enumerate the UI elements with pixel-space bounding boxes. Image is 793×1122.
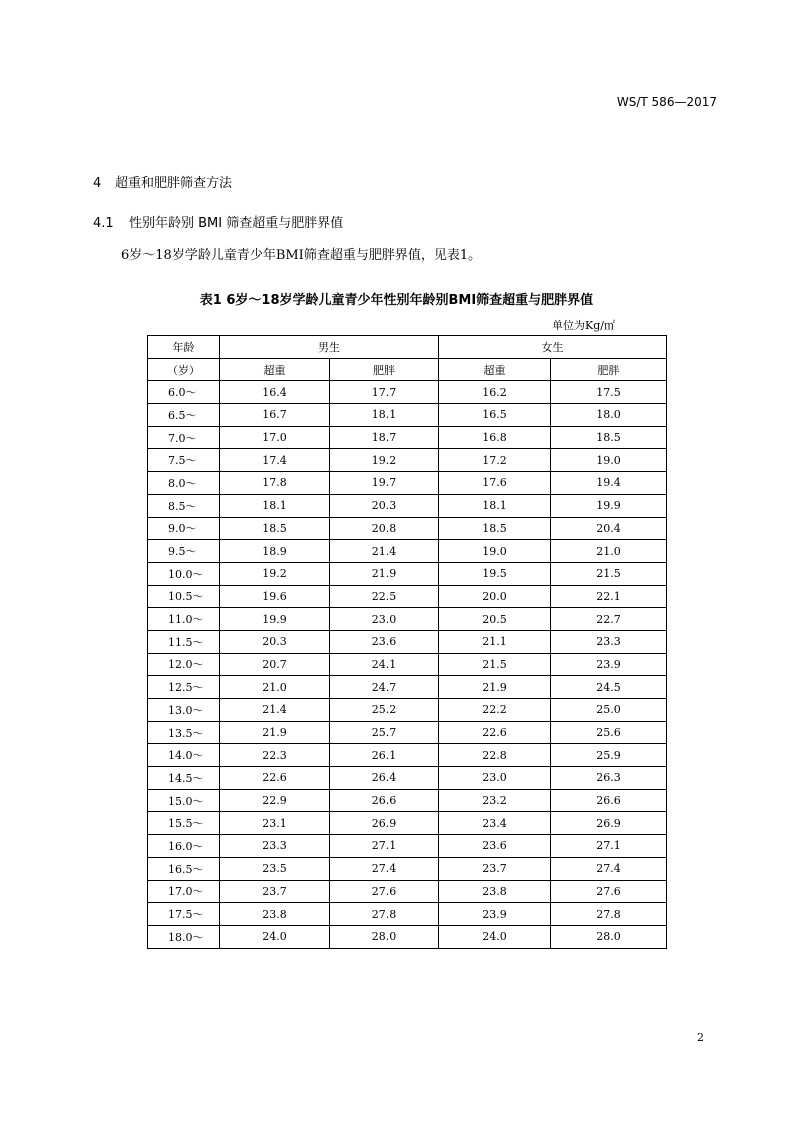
table-row xyxy=(148,789,667,812)
female-obese-cell: 27.6 xyxy=(551,880,667,903)
female-obese-cell: 27.4 xyxy=(551,857,667,880)
subsection-title: 性别年龄别 BMI 筛查超重与肥胖界值 xyxy=(129,216,344,231)
male-overweight-cell: 22.3 xyxy=(220,744,330,767)
female-obese-cell: 20.4 xyxy=(551,517,667,540)
female-overweight-cell: 17.6 xyxy=(439,472,551,495)
female-overweight-cell: 21.5 xyxy=(439,653,551,676)
female-header: 女生 xyxy=(439,336,667,359)
table-row xyxy=(148,426,667,449)
female-overweight-cell: 22.2 xyxy=(439,699,551,722)
male-obese-cell: 25.7 xyxy=(330,721,439,744)
table-row xyxy=(148,381,667,404)
male-overweight-cell: 22.9 xyxy=(220,789,330,812)
table-row xyxy=(148,494,667,517)
female-obese-cell: 24.5 xyxy=(551,676,667,699)
female-obese-cell: 23.9 xyxy=(551,653,667,676)
female-overweight-cell: 19.0 xyxy=(439,540,551,563)
male-obese-cell: 18.1 xyxy=(330,404,439,427)
age-cell: 15.5～ xyxy=(148,812,220,835)
female-obese-cell: 22.7 xyxy=(551,608,667,631)
male-overweight-cell: 22.6 xyxy=(220,767,330,790)
male-obese-cell: 25.2 xyxy=(330,699,439,722)
female-obese-cell: 27.1 xyxy=(551,835,667,858)
male-overweight-cell: 19.6 xyxy=(220,585,330,608)
female-obese-cell: 26.9 xyxy=(551,812,667,835)
age-cell: 16.5～ xyxy=(148,857,220,880)
age-cell: 13.5～ xyxy=(148,721,220,744)
age-cell: 10.5～ xyxy=(148,585,220,608)
female-obese-cell: 19.9 xyxy=(551,494,667,517)
male-overweight-cell: 23.8 xyxy=(220,903,330,926)
male-overweight-cell: 16.7 xyxy=(220,404,330,427)
table-row xyxy=(148,404,667,427)
male-obese-cell: 27.4 xyxy=(330,857,439,880)
male-obese-cell: 17.7 xyxy=(330,381,439,404)
male-obese-cell: 20.8 xyxy=(330,517,439,540)
male-obese-cell: 27.8 xyxy=(330,903,439,926)
section-number: 4 xyxy=(93,176,102,191)
female-overweight-cell: 16.5 xyxy=(439,404,551,427)
female-obese-cell: 18.0 xyxy=(551,404,667,427)
male-overweight-cell: 21.0 xyxy=(220,676,330,699)
female-overweight-cell: 24.0 xyxy=(439,925,551,948)
age-cell: 7.0～ xyxy=(148,426,220,449)
male-obese-header: 肥胖 xyxy=(330,358,439,381)
table-row xyxy=(148,699,667,722)
age-cell: 9.5～ xyxy=(148,540,220,563)
age-cell: 10.0～ xyxy=(148,562,220,585)
table-row xyxy=(148,630,667,653)
table-row xyxy=(148,857,667,880)
age-cell: 14.5～ xyxy=(148,767,220,790)
age-cell: 6.0～ xyxy=(148,381,220,404)
male-obese-cell: 18.7 xyxy=(330,426,439,449)
female-obese-cell: 22.1 xyxy=(551,585,667,608)
female-overweight-cell: 23.9 xyxy=(439,903,551,926)
subsection-number: 4.1 xyxy=(93,216,114,231)
female-overweight-header: 超重 xyxy=(439,358,551,381)
table-row xyxy=(148,903,667,926)
age-cell: 12.0～ xyxy=(148,653,220,676)
male-overweight-cell: 19.2 xyxy=(220,562,330,585)
age-header: 年龄 xyxy=(148,336,220,359)
male-overweight-cell: 23.7 xyxy=(220,880,330,903)
section-title: 超重和肥胖筛查方法 xyxy=(115,176,233,191)
female-overweight-cell: 21.9 xyxy=(439,676,551,699)
male-overweight-cell: 23.3 xyxy=(220,835,330,858)
male-overweight-cell: 20.3 xyxy=(220,630,330,653)
table-body xyxy=(148,381,667,948)
female-obese-cell: 26.3 xyxy=(551,767,667,790)
male-overweight-cell: 17.8 xyxy=(220,472,330,495)
female-overweight-cell: 23.6 xyxy=(439,835,551,858)
document-code: WS/T 586—2017 xyxy=(616,95,717,109)
table-row xyxy=(148,880,667,903)
male-obese-cell: 26.6 xyxy=(330,789,439,812)
table-row xyxy=(148,767,667,790)
age-cell: 8.5～ xyxy=(148,494,220,517)
male-overweight-cell: 18.5 xyxy=(220,517,330,540)
table-row xyxy=(148,472,667,495)
table-row xyxy=(148,653,667,676)
subsection-heading xyxy=(93,212,343,231)
female-obese-cell: 17.5 xyxy=(551,381,667,404)
female-overweight-cell: 20.0 xyxy=(439,585,551,608)
male-overweight-cell: 19.9 xyxy=(220,608,330,631)
male-overweight-cell: 16.4 xyxy=(220,381,330,404)
female-obese-cell: 26.6 xyxy=(551,789,667,812)
age-cell: 11.0～ xyxy=(148,608,220,631)
table-row xyxy=(148,744,667,767)
male-obese-cell: 19.2 xyxy=(330,449,439,472)
age-cell: 13.0～ xyxy=(148,699,220,722)
female-overweight-cell: 22.6 xyxy=(439,721,551,744)
female-obese-cell: 23.3 xyxy=(551,630,667,653)
female-overweight-cell: 16.8 xyxy=(439,426,551,449)
table-row xyxy=(148,562,667,585)
female-overweight-cell: 18.1 xyxy=(439,494,551,517)
table-row xyxy=(148,608,667,631)
page-number: 2 xyxy=(697,1031,704,1044)
female-overweight-cell: 16.2 xyxy=(439,381,551,404)
male-obese-cell: 20.3 xyxy=(330,494,439,517)
male-obese-cell: 23.6 xyxy=(330,630,439,653)
male-overweight-cell: 17.4 xyxy=(220,449,330,472)
age-cell: 14.0～ xyxy=(148,744,220,767)
table-row xyxy=(148,676,667,699)
female-obese-header: 肥胖 xyxy=(551,358,667,381)
table-caption: 表1 6岁～18岁学龄儿童青少年性别年龄别BMI筛查超重与肥胖界值 xyxy=(199,293,594,308)
female-overweight-cell: 21.1 xyxy=(439,630,551,653)
age-cell: 8.0～ xyxy=(148,472,220,495)
age-cell: 18.0～ xyxy=(148,925,220,948)
female-obese-cell: 25.6 xyxy=(551,721,667,744)
female-overweight-cell: 23.7 xyxy=(439,857,551,880)
male-header: 男生 xyxy=(220,336,439,359)
age-cell: 16.0～ xyxy=(148,835,220,858)
unit-label: 单位为Kg/㎡ xyxy=(552,319,615,332)
age-cell: 7.5～ xyxy=(148,449,220,472)
male-obese-cell: 21.9 xyxy=(330,562,439,585)
female-obese-cell: 25.9 xyxy=(551,744,667,767)
female-overweight-cell: 23.8 xyxy=(439,880,551,903)
female-overweight-cell: 23.2 xyxy=(439,789,551,812)
male-overweight-header: 超重 xyxy=(220,358,330,381)
male-overweight-cell: 21.9 xyxy=(220,721,330,744)
age-cell: 11.5～ xyxy=(148,630,220,653)
table-row xyxy=(148,812,667,835)
age-cell: 6.5～ xyxy=(148,404,220,427)
male-obese-cell: 19.7 xyxy=(330,472,439,495)
section-heading xyxy=(93,172,232,191)
male-obese-cell: 27.6 xyxy=(330,880,439,903)
male-overweight-cell: 21.4 xyxy=(220,699,330,722)
male-obese-cell: 28.0 xyxy=(330,925,439,948)
male-obese-cell: 26.4 xyxy=(330,767,439,790)
male-obese-cell: 22.5 xyxy=(330,585,439,608)
table-row xyxy=(148,925,667,948)
age-unit-header: （岁） xyxy=(148,358,220,381)
table-row xyxy=(148,540,667,563)
male-overweight-cell: 18.9 xyxy=(220,540,330,563)
female-obese-cell: 18.5 xyxy=(551,426,667,449)
female-obese-cell: 21.0 xyxy=(551,540,667,563)
male-overweight-cell: 18.1 xyxy=(220,494,330,517)
table-row xyxy=(148,449,667,472)
male-overweight-cell: 24.0 xyxy=(220,925,330,948)
male-obese-cell: 26.1 xyxy=(330,744,439,767)
male-overweight-cell: 20.7 xyxy=(220,653,330,676)
age-cell: 15.0～ xyxy=(148,789,220,812)
age-cell: 17.5～ xyxy=(148,903,220,926)
bmi-table xyxy=(147,335,667,949)
male-obese-cell: 24.7 xyxy=(330,676,439,699)
female-overweight-cell: 17.2 xyxy=(439,449,551,472)
female-obese-cell: 27.8 xyxy=(551,903,667,926)
male-overweight-cell: 23.1 xyxy=(220,812,330,835)
female-obese-cell: 25.0 xyxy=(551,699,667,722)
female-overweight-cell: 22.8 xyxy=(439,744,551,767)
age-cell: 12.5～ xyxy=(148,676,220,699)
table-row xyxy=(148,721,667,744)
male-obese-cell: 23.0 xyxy=(330,608,439,631)
age-cell: 9.0～ xyxy=(148,517,220,540)
body-paragraph: 6岁～18岁学龄儿童青少年BMI筛查超重与肥胖界值，见表1。 xyxy=(121,248,482,263)
male-obese-cell: 21.4 xyxy=(330,540,439,563)
header-row-1 xyxy=(148,336,667,359)
female-overweight-cell: 19.5 xyxy=(439,562,551,585)
male-overweight-cell: 23.5 xyxy=(220,857,330,880)
table-row xyxy=(148,517,667,540)
age-cell: 17.0～ xyxy=(148,880,220,903)
female-obese-cell: 21.5 xyxy=(551,562,667,585)
female-obese-cell: 19.4 xyxy=(551,472,667,495)
male-obese-cell: 26.9 xyxy=(330,812,439,835)
table-header xyxy=(148,336,667,381)
female-overweight-cell: 18.5 xyxy=(439,517,551,540)
female-obese-cell: 19.0 xyxy=(551,449,667,472)
male-obese-cell: 24.1 xyxy=(330,653,439,676)
table-row xyxy=(148,585,667,608)
male-overweight-cell: 17.0 xyxy=(220,426,330,449)
female-overweight-cell: 23.4 xyxy=(439,812,551,835)
header-row-2 xyxy=(148,358,667,381)
female-overweight-cell: 23.0 xyxy=(439,767,551,790)
table-row xyxy=(148,835,667,858)
female-overweight-cell: 20.5 xyxy=(439,608,551,631)
male-obese-cell: 27.1 xyxy=(330,835,439,858)
female-obese-cell: 28.0 xyxy=(551,925,667,948)
